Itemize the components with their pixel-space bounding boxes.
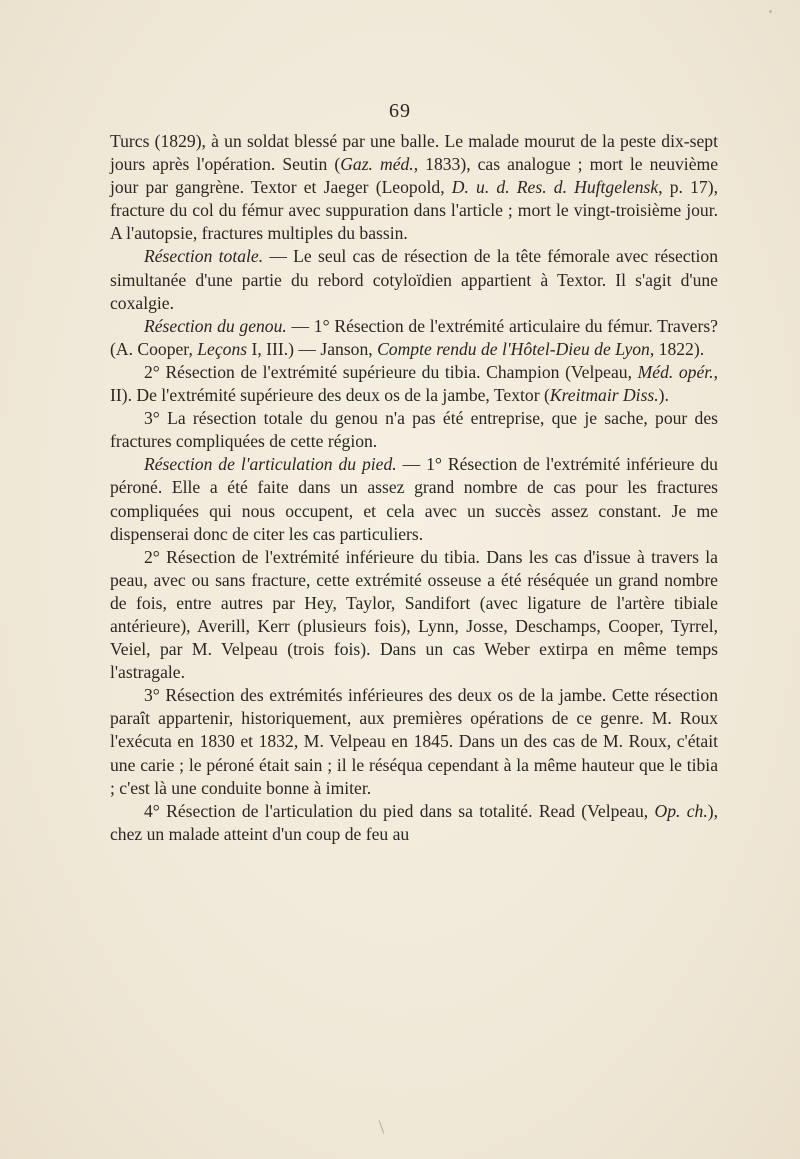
- text-run: — 1° Résection de l'extrémité inférieure du péroné. Elle a été faite dans un assez grand nombre de cas pour les fractures compliquées qui nous occupent, et cela avec un succès assez constant. Je me dispenserai donc de citer les cas particuliers.: [110, 454, 718, 544]
- paragraph: [110, 245, 718, 314]
- text-run: — 1° Résection de l'extrémité articulaire du fémur. Travers? (A. Cooper,: [110, 315, 718, 359]
- paragraph: [110, 684, 718, 799]
- italic-text: Résection du genou.: [144, 315, 287, 336]
- text-run: ), chez un malade atteint d'un coup de feu au: [110, 800, 718, 844]
- text-run: 3° Résection des extrémités inférieures des deux os de la jambe. Cette résection paraît appartenir, historiquement, aux premières opérations de ce genre. M. Roux l'exécuta en 1830 et 1832, M. Velpeau en 1845. Dans un des cas de M. Roux, c'était une carie ; le péroné était sain ; il le réséqua cependant à la même hauteur que le tibia ; c'est là une conduite bonne à imiter.: [110, 685, 718, 798]
- paragraph: [110, 361, 718, 407]
- page-number: 69: [389, 100, 411, 122]
- text-run: , p. 17), fracture du col du fémur avec suppuration dans l'article ; mort le vingt-troisième jour. A l'autopsie, fractures multiples du bassin.: [110, 177, 718, 244]
- paragraph: [110, 407, 718, 453]
- text-run: 2° Résection de l'extrémité supérieure du tibia. Champion (Velpeau,: [144, 361, 638, 382]
- italic-text: Leçons: [197, 338, 248, 359]
- italic-text: Op. ch.: [654, 800, 708, 821]
- text-run: 2° Résection de l'extrémité inférieure du tibia. Dans les cas d'issue à travers la peau, avec ou sans fracture, cette extrémité osseuse a été réséquée un grand nombre de fois, entre autres par Hey, Taylor, Sandifort (avec ligature de l'artère tibiale antérieure), Averill, Kerr (plusieurs fois), Lynn, Josse, Deschamps, Cooper, Tyrrel, Veiel, par M. Velpeau (trois fois). Dans un cas Weber extirpa en même temps l'astragale.: [110, 546, 718, 683]
- paragraph: [110, 130, 718, 245]
- italic-text: Résection totale.: [144, 246, 264, 267]
- italic-text: Gaz. méd.: [340, 154, 414, 175]
- text-run: I, III.) — Janson,: [247, 338, 378, 359]
- italic-text: D. u. d. Res. d. Huftgelensk: [451, 177, 659, 198]
- text-run: ).: [658, 385, 669, 406]
- italic-text: Méd. opér.: [637, 361, 714, 382]
- italic-text: Compte rendu de l'Hôtel-Dieu de Lyon: [377, 338, 650, 359]
- text-run: — Le seul cas de résection de la tête fémorale avec résection simultanée d'une partie du rebord cotyloïdien appartient à Textor. Il s'agit d'une coxalgie.: [110, 246, 718, 313]
- ink-mark: [379, 1120, 385, 1133]
- italic-text: Résection de l'articulation du pied.: [144, 454, 397, 475]
- body-text: [110, 130, 718, 846]
- paragraph: [110, 800, 718, 846]
- paragraph: [110, 546, 718, 685]
- text-run: 3° La résection totale du genou n'a pas été entreprise, que je sache, pour des fractures compliquées de cette région.: [110, 408, 718, 452]
- text-run: 4° Résection de l'articulation du pied dans sa totalité. Read (Velpeau,: [144, 800, 655, 821]
- paper-speck: [769, 10, 772, 13]
- text-run: Turcs (1829), à un soldat blessé par une balle. Le malade mourut de la peste dix-sept jours après l'opération. Seutin (: [110, 131, 718, 175]
- text-run: , II). De l'extrémité supérieure des deux os de la jambe, Textor (: [110, 361, 718, 406]
- paragraph: [110, 315, 718, 361]
- text-run: , 1822).: [649, 338, 705, 359]
- paragraph: [110, 453, 718, 545]
- italic-text: Kreitmair Diss.: [549, 385, 659, 406]
- text-run: , 1833), cas analogue ; mort le neuvième jour par gangrène. Textor et Jaeger (Leopold,: [110, 154, 719, 198]
